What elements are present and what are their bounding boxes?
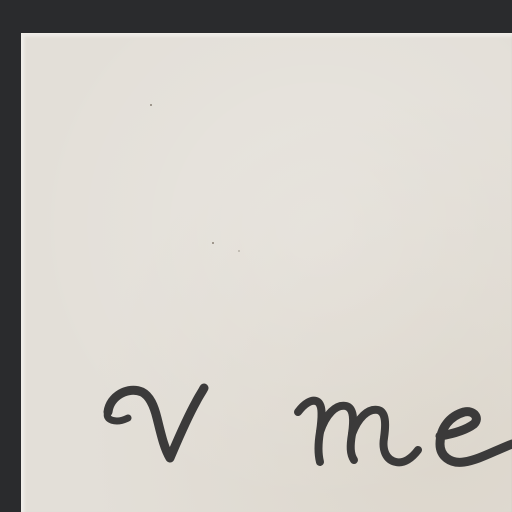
handwriting-fragment-me bbox=[298, 401, 512, 463]
handwriting-fragment-v bbox=[107, 388, 204, 458]
